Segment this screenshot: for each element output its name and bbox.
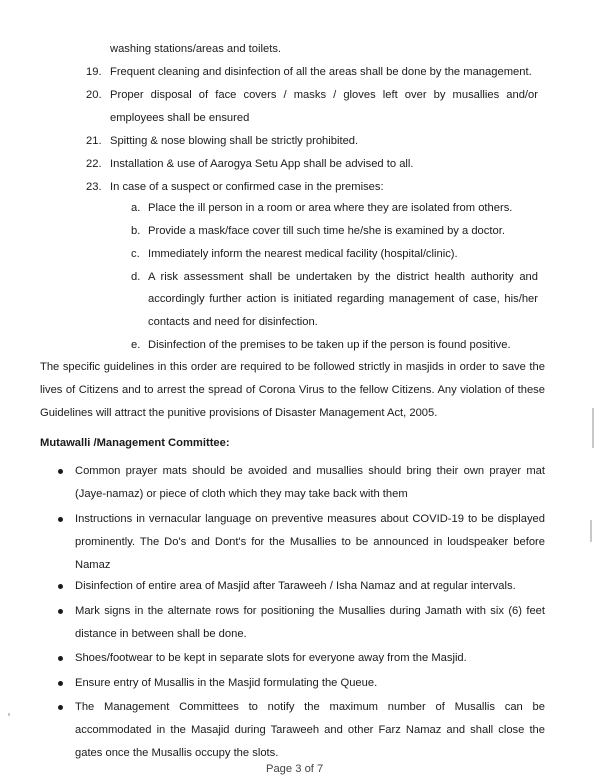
bullet-text: Ensure entry of Musallis in the Masjid formulating the Queue. (75, 677, 378, 689)
subitem-letter: c. (131, 248, 140, 260)
subitem-letter: a. (131, 202, 141, 214)
bullet-dot (58, 469, 63, 474)
guideline-paragraph-line: The specific guidelines in this order are required to be followed strictly in masjids in order to save the (40, 361, 545, 373)
bullet-text: The Management Committees to notify the maximum number of Musallis can be (75, 701, 545, 713)
bullet-text-continued: prominently. The Do's and Dont's for the Musallies to be announced in loudspeaker before (75, 536, 545, 548)
item-text-continued: employees shall be ensured (110, 112, 250, 124)
bullet-text-continued: Namaz (75, 559, 111, 571)
item-text: In case of a suspect or confirmed case in the premises: (110, 181, 384, 193)
subitem-letter: d. (131, 271, 141, 283)
item-number: 20. (86, 89, 102, 101)
subitem-letter: b. (131, 225, 141, 237)
bullet-dot (58, 609, 63, 614)
scan-mark (590, 520, 592, 542)
bullet-dot (58, 705, 63, 710)
section-heading: Mutawalli /Management Committee: (40, 437, 230, 449)
scan-mark (592, 408, 594, 448)
bullet-text: Common prayer mats should be avoided and musallies should bring their own prayer mat (75, 465, 545, 477)
bullet-text: Disinfection of entire area of Masjid after Taraweeh / Isha Namaz and at regular intervals. (75, 580, 516, 592)
item-continuation-line: washing stations/areas and toilets. (110, 43, 282, 55)
subitem-text-continued: contacts and need for disinfection. (148, 316, 318, 328)
item-text: Proper disposal of face covers / masks / gloves left over by musallies and/or (110, 89, 538, 101)
item-text: Spitting & nose blowing shall be strictly prohibited. (110, 135, 359, 147)
subitem-text: Immediately inform the nearest medical facility (hospital/clinic). (148, 248, 458, 260)
bullet-dot (58, 681, 63, 686)
bullet-dot (58, 656, 63, 661)
scan-mark (8, 713, 10, 716)
subitem-text: Disinfection of the premises to be taken up if the person is found positive. (148, 339, 511, 351)
subitem-letter: e. (131, 339, 141, 351)
item-number: 19. (86, 66, 102, 78)
subitem-text: Provide a mask/face cover till such time he/she is examined by a doctor. (148, 225, 505, 237)
bullet-dot (58, 584, 63, 589)
bullet-dot (58, 517, 63, 522)
guideline-paragraph-line: Guidelines will attract the punitive provisions of Disaster Management Act, 2005. (40, 407, 438, 419)
page-footer: Page 3 of 7 (266, 763, 324, 775)
item-text: Frequent cleaning and disinfection of all the areas shall be done by the management. (110, 66, 532, 78)
bullet-text-continued: accommodated in the Masajid during Taraweeh and other Farz Namaz and shall close the (75, 724, 545, 736)
subitem-text-continued: accordingly further action is initiated regarding management of case, his/her (148, 293, 538, 305)
item-number: 21. (86, 135, 102, 147)
bullet-text-continued: (Jaye-namaz) or piece of cloth which they may take back with them (75, 488, 408, 500)
subitem-text: A risk assessment shall be undertaken by the district health authority and (148, 271, 538, 283)
guideline-paragraph-line: lives of Citizens and to arrest the spread of Corona Virus to the fellow Citizens. Any violation of these (40, 384, 545, 396)
bullet-text: Instructions in vernacular language on preventive measures about COVID-19 to be displayed (75, 513, 545, 525)
bullet-text: Mark signs in the alternate rows for positioning the Musallies during Jamath with six (6) feet (75, 605, 545, 617)
bullet-text-continued: distance in between shall be done. (75, 628, 247, 640)
subitem-text: Place the ill person in a room or area where they are isolated from others. (148, 202, 513, 214)
item-text: Installation & use of Aarogya Setu App shall be advised to all. (110, 158, 414, 170)
bullet-text: Shoes/footwear to be kept in separate slots for everyone away from the Masjid. (75, 652, 467, 664)
item-number: 22. (86, 158, 102, 170)
item-number: 23. (86, 181, 102, 193)
bullet-text-continued: gates once the Musallis occupy the slots. (75, 747, 279, 759)
